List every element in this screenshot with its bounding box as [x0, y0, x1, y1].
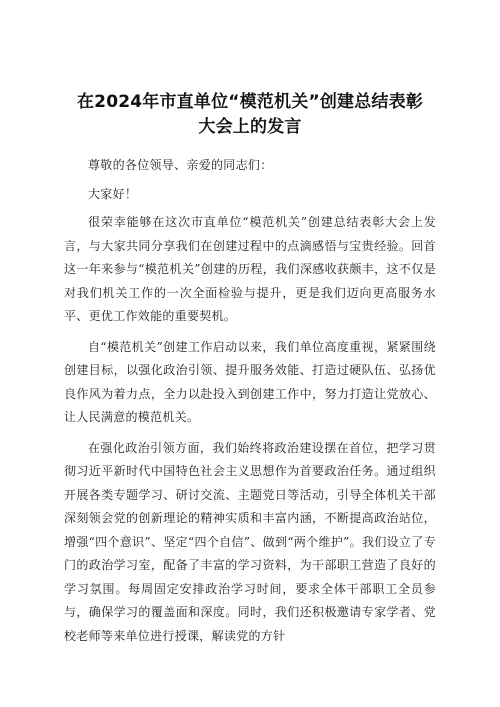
- title-line-1: 在2024年市直单位“模范机关”创建总结表彰: [76, 92, 424, 112]
- greeting: 大家好！: [88, 186, 138, 201]
- title-line-2: 大会上的发言: [198, 117, 302, 137]
- paragraph-3: 在强化政治引领方面，我们始终将政治建设摆在首位，把学习贯彻习近平新时代中国特色社会主义思想作为首要政治任务。通过组织开展各类专题学习、研讨交流、主题党日等活动，引导全体机关干部深刻领会党的创新理论的精神实质和丰富内涵，不断提高政治站位，增强“四个意识”、坚定“四个自信”、做到“两个维护”。我们设立了专门的政治学习室，配备了丰富的学习资料，为干部职工营造了良好的学习氛围。每周固定安排政治学习时间，要求全体干部职工全员参与，确保学习的覆盖面和深度。同时，我们还积极邀请专家学者、党校老师等来单位进行授课，解读党的方针: [64, 440, 436, 643]
- document-title: [64, 90, 436, 140]
- document-body: [64, 154, 436, 648]
- paragraph-2: 自“模范机关”创建工作启动以来，我们单位高度重视，紧紧围绕创建目标，以强化政治引领、提升服务效能、打造过硬队伍、弘扬优良作风为着力点，全力以赴投入到创建工作中，努力打造让党放心、让人民满意的模范机关。: [64, 339, 436, 424]
- paragraph-1: 很荣幸能够在这次市直单位“模范机关”创建总结表彰大会上发言，与大家共同分享我们在创建过程中的点滴感悟与宝贵经验。回首这一年来参与“模范机关”创建的历程，我们深感收获颇丰，这不仅是对我们机关工作的一次全面检验与提升，更是我们迈向更高服务水平、更优工作效能的重要契机。: [64, 215, 436, 323]
- salutation: 尊敬的各位领导、亲爱的同志们：: [88, 158, 273, 172]
